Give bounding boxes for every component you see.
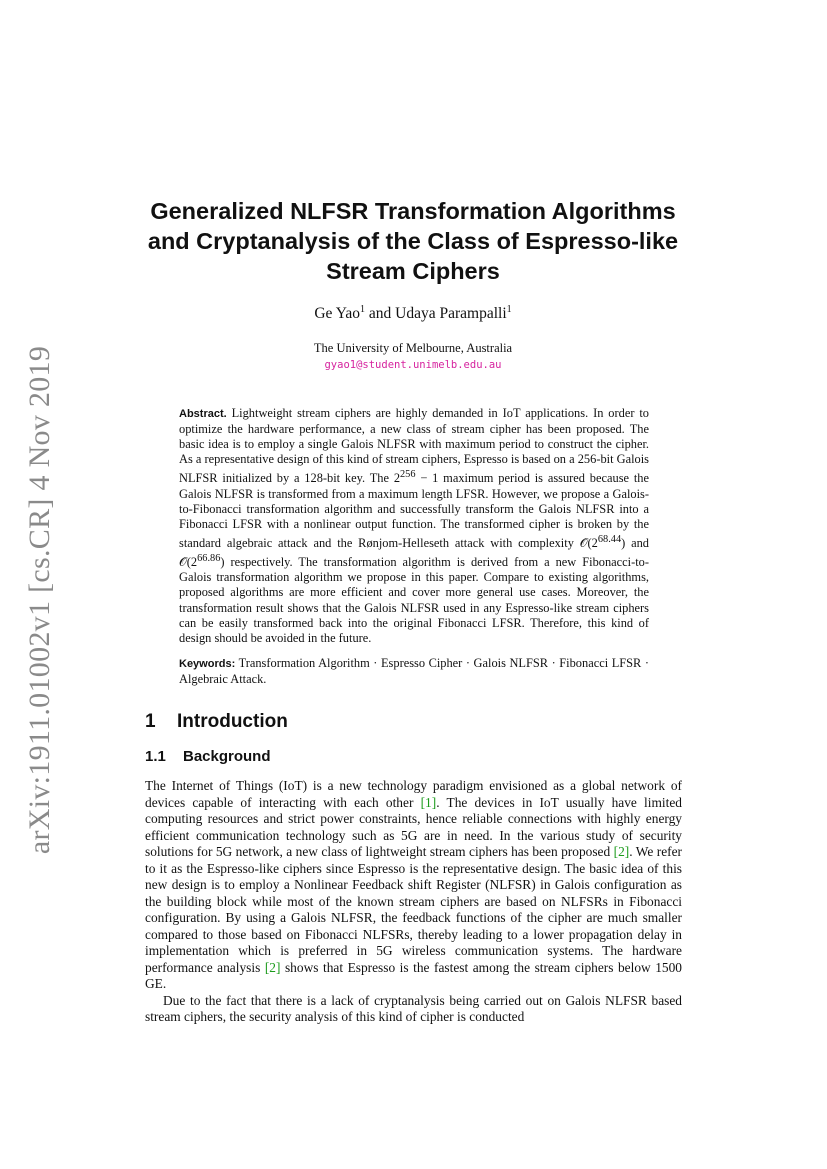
email-link[interactable]: gyao1@student.unimelb.edu.au bbox=[324, 359, 502, 371]
paragraph-text: The Internet of Things (IoT) is a new technology paradigm envisioned as a global network of devices capable of interacting with each other bbox=[145, 778, 682, 810]
title-line: Stream Ciphers bbox=[326, 258, 500, 284]
arxiv-sidebar-stamp: arXiv:1911.01002v1 [cs.CR] 4 Nov 2019 bbox=[23, 345, 56, 855]
section-title: Introduction bbox=[177, 711, 288, 732]
subsection-heading bbox=[145, 748, 271, 765]
paragraph-text: . The devices in IoT usually have limited computing resources and strict power constraints, hence reliable connections with highly energy efficient communication technology such as 5G are in need. In the various study of security solutions for 5G network, a new class of lightweight stream ciphers has been proposed bbox=[145, 794, 682, 859]
citation-link[interactable]: [1] bbox=[420, 794, 437, 810]
complexity-exponent: 68.44 bbox=[597, 533, 622, 545]
paragraph: Due to the fact that there is a lack of cryptanalysis being carried out on Galois NLFSR based stream ciphers, the security analysis of this kind of cipher is conducted bbox=[145, 992, 682, 1024]
keywords bbox=[179, 656, 649, 687]
period-exponent: 256 bbox=[400, 469, 416, 481]
complexity-exponent: 66.86 bbox=[197, 553, 221, 565]
complexity-value: 𝒪(2 bbox=[179, 555, 198, 570]
paragraph-text: shows that Espresso is the fastest among the stream ciphers below 1500 GE. bbox=[145, 959, 682, 991]
abstract-text: ) respectively. The transformation algorithm is derived from a new Fibonacci-to-Galois transformation algorithm we propose in this paper. Compare to existing algorithms, proposed algorithms are more efficient and cover more general use cases. Moreover, the transformation result shows that the Galois NLFSR used in any Espresso-like stream ciphers can be easily transformed back into the original Fibonacci LFSR. Therefore, this kind of design should be avoided in the future. bbox=[179, 555, 649, 645]
affiliation: The University of Melbourne, Australia bbox=[313, 341, 513, 355]
abstract-label: Abstract. bbox=[179, 408, 227, 420]
abstract-text: Lightweight stream ciphers are highly demanded in IoT applications. In order to optimize the hardware performance, a new class of stream cipher has been proposed. The basic idea is to employ a single Galois NLFSR with maximum period to construct the cipher. As a representative design of this kind of stream ciphers, Espresso is based on a 256-bit Galois NLFSR initialized by a 128-bit key. The bbox=[179, 406, 649, 486]
title-line: and Cryptanalysis of the Class of Espresso-like bbox=[147, 228, 679, 254]
author-name: Ge Yao bbox=[314, 305, 361, 323]
citation-link[interactable]: [2] bbox=[264, 959, 281, 975]
paper-title bbox=[130, 196, 696, 286]
abstract bbox=[179, 406, 649, 646]
paragraph-text: . We refer to it as the Espresso-like ciphers since Espresso is the representative design. The basic idea of this new design is to employ a Nonlinear Feedback shift Register (NLFSR) in Galois configuration as the building block while most of the known stream ciphers are based on NLFSRs in Fibonacci configuration. By using a Galois NLFSR, the feedback functions of the cipher are much smaller compared to those based on Fibonacci NLFSRs, thereby leading to a lower propagation delay in implementation which is preferred in 5G wireless communication systems. The hardware performance analysis bbox=[145, 844, 683, 975]
citation-link[interactable]: [2] bbox=[613, 844, 630, 859]
abstract-text: − 1 maximum period is assured because the Galois NLFSR is transformed from a maximum length LFSR. However, we propose a Galois-to-Fibonacci transformation algorithm and successfully transform the Galois NLFSR into a Fibonacci LFSR with a nonlinear output function. The transformed cipher is broken by the standard algebraic attack and the Rønjom-Helleseth attack with complexity bbox=[179, 471, 649, 550]
keywords-label: Keywords: bbox=[179, 658, 236, 670]
subsection-number: 1.1 bbox=[145, 748, 166, 765]
section-heading bbox=[145, 711, 288, 733]
title-line: Generalized NLFSR Transformation Algorithms bbox=[150, 198, 676, 224]
affiliation-mark: 1 bbox=[360, 304, 366, 315]
subsection-title: Background bbox=[183, 748, 271, 765]
complexity-value: 𝒪(2 bbox=[579, 536, 598, 550]
paragraph bbox=[145, 778, 682, 993]
keywords-text: Transformation Algorithm · Espresso Cipher · Galois NLFSR · Fibonacci LFSR · Algebraic Attack. bbox=[179, 656, 649, 687]
author-separator: and bbox=[365, 305, 396, 323]
affiliation-mark: 1 bbox=[506, 304, 512, 315]
section-number: 1 bbox=[145, 711, 156, 732]
author-list bbox=[130, 304, 696, 323]
period-base: 2 bbox=[393, 471, 401, 486]
author-name: Udaya Parampalli bbox=[395, 305, 507, 323]
body-text bbox=[145, 778, 682, 1026]
abstract-text: ) and bbox=[621, 536, 649, 550]
